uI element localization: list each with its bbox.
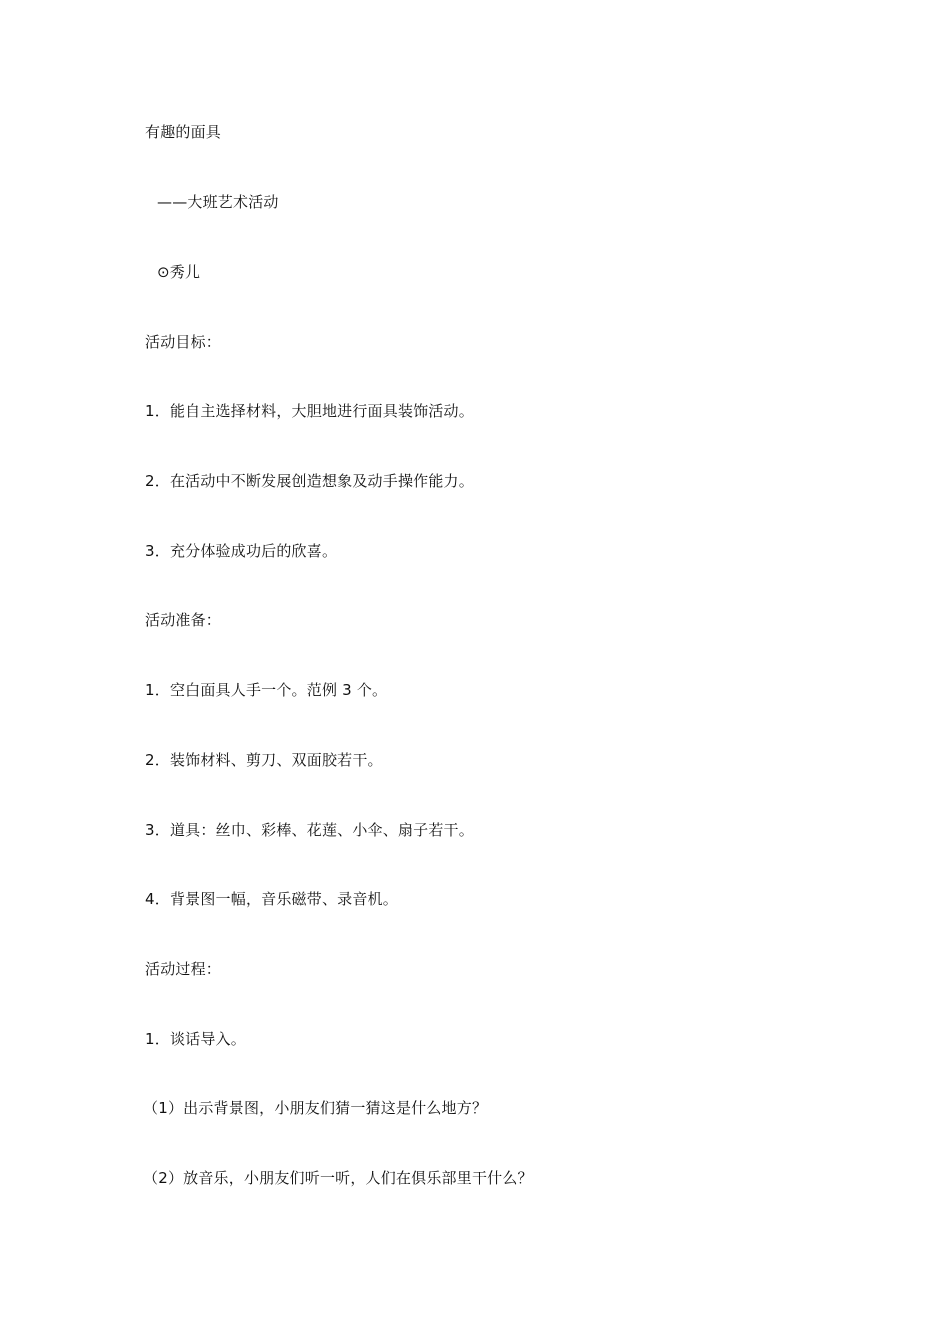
prep-item: 3．道具：丝巾、彩棒、花莲、小伞、扇子若干。 xyxy=(145,821,474,839)
process-item: 1．谈话导入。 xyxy=(145,1030,246,1048)
process-subitem: （1）出示背景图，小朋友们猜一猜这是什么地方？ xyxy=(143,1099,488,1117)
prep-item: 4．背景图一幅，音乐磁带、录音机。 xyxy=(145,890,398,908)
document-title: 有趣的面具 xyxy=(145,123,222,141)
document-subtitle: ——大班艺术活动 xyxy=(157,193,279,211)
prep-item: 1．空白面具人手一个。范例 3 个。 xyxy=(145,681,388,699)
goal-item: 2．在活动中不断发展创造想象及动手操作能力。 xyxy=(145,472,474,490)
prep-item: 2．装饰材料、剪刀、双面胶若干。 xyxy=(145,751,383,769)
document-author: ⊙秀儿 xyxy=(157,263,201,281)
goals-heading: 活动目标： xyxy=(145,333,222,351)
goal-item: 1．能自主选择材料，大胆地进行面具装饰活动。 xyxy=(145,402,474,420)
prep-heading: 活动准备： xyxy=(145,611,222,629)
process-heading: 活动过程： xyxy=(145,960,222,978)
goal-item: 3．充分体验成功后的欣喜。 xyxy=(145,542,338,560)
process-subitem: （2）放音乐，小朋友们听一听，人们在俱乐部里干什么？ xyxy=(143,1169,533,1187)
